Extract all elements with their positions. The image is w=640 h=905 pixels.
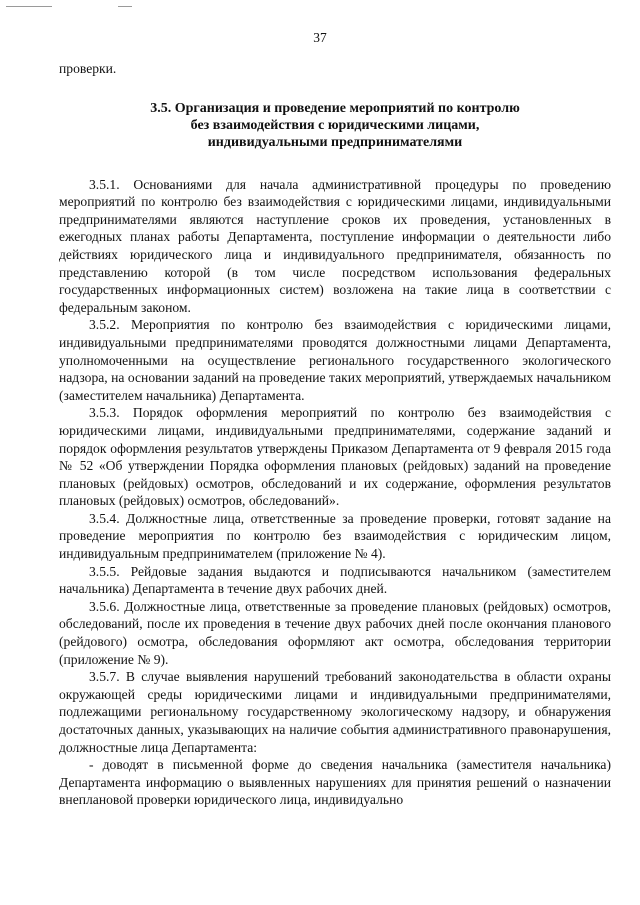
paragraph-3-5-2: 3.5.2. Мероприятия по контролю без взаимодействия с юридическими лицами, индивидуальными предпринимателями проводятся должностными лицами Департамента, уполномоченными на осуществление регионального государственного экологического надзора, на основании заданий на проведение таких мероприятий, утверждаемых начальником (заместителем начальника) Департамента. [59, 317, 611, 403]
paragraph-3-5-3: 3.5.3. Порядок оформления мероприятий по контролю без взаимодействия с юридическими лицами, индивидуальными предпринимателями, содержание заданий и порядок оформления результатов утверждены Приказом Департамента от 9 февраля 2015 года № 52 «Об утверждении Порядка оформления плановых (рейдовых) заданий на проведение плановых (рейдовых) осмотров, обследований и их содержание, оформления результатов плановых (рейдовых) осмотров, обследований». [59, 405, 611, 509]
paragraph-3-5-1: 3.5.1. Основаниями для начала административной процедуры по проведению мероприятий по контролю без взаимодействия с юридическими лицами, индивидуальными предпринимателями являются наступление сроков их проведения, установленных в ежегодных планах работы Департамента, поступление информации о деятельности либо действиях юридического лица и индивидуального предпринимателя, обязанность по представлению которой (в том числе посредством использования федеральных государственных информационных систем) возложена на такие лица в соответствии с федеральным законом. [59, 176, 611, 315]
section-heading-line: 3.5. Организация и проведение мероприятий по контролю [150, 100, 520, 116]
scan-artifact-right [118, 6, 132, 7]
scan-artifact-left [6, 6, 52, 7]
page-number: 37 [313, 30, 327, 45]
paragraph-3-5-5: 3.5.5. Рейдовые задания выдаются и подписываются начальником (заместителем начальника) Департамента в течение двух рабочих дней. [59, 563, 611, 597]
document-body [59, 60, 611, 809]
continuation-text: проверки. [59, 61, 117, 76]
list-item-bullet: - доводят в письменной форме до сведения начальника (заместителя начальника) Департамента информацию о выявленных нарушениях для принятия решений о назначении внеплановой проверки юридического лица, индивидуально [59, 757, 611, 808]
paragraph-3-5-4: 3.5.4. Должностные лица, ответственные за проведение проверки, готовят задание на проведение мероприятия по контролю без взаимодействия с юридическим лицом, индивидуальным предпринимателем (приложение № 4). [59, 510, 611, 562]
section-heading-line: без взаимодействия с юридическими лицами, [190, 117, 480, 133]
section-heading [59, 100, 611, 151]
paragraph-3-5-6: 3.5.6. Должностные лица, ответственные за проведение плановых (рейдовых) осмотров, обследований, после их проведения в течение двух рабочих дней после окончания планового (рейдового) осмотра, обследования оформляют акт осмотра, обследования территории (приложение № 9). [59, 598, 611, 667]
section-heading-line: индивидуальными предпринимателями [207, 134, 463, 150]
paragraph-3-5-7: 3.5.7. В случае выявления нарушений требований законодательства в области охраны окружающей среды юридическими лицами и индивидуальными предпринимателями, подлежащими региональному государственному экологическому надзору, и обнаружения достаточных данных, указывающих на наличие события административного правонарушения, должностные лица Департамента: [59, 669, 611, 755]
